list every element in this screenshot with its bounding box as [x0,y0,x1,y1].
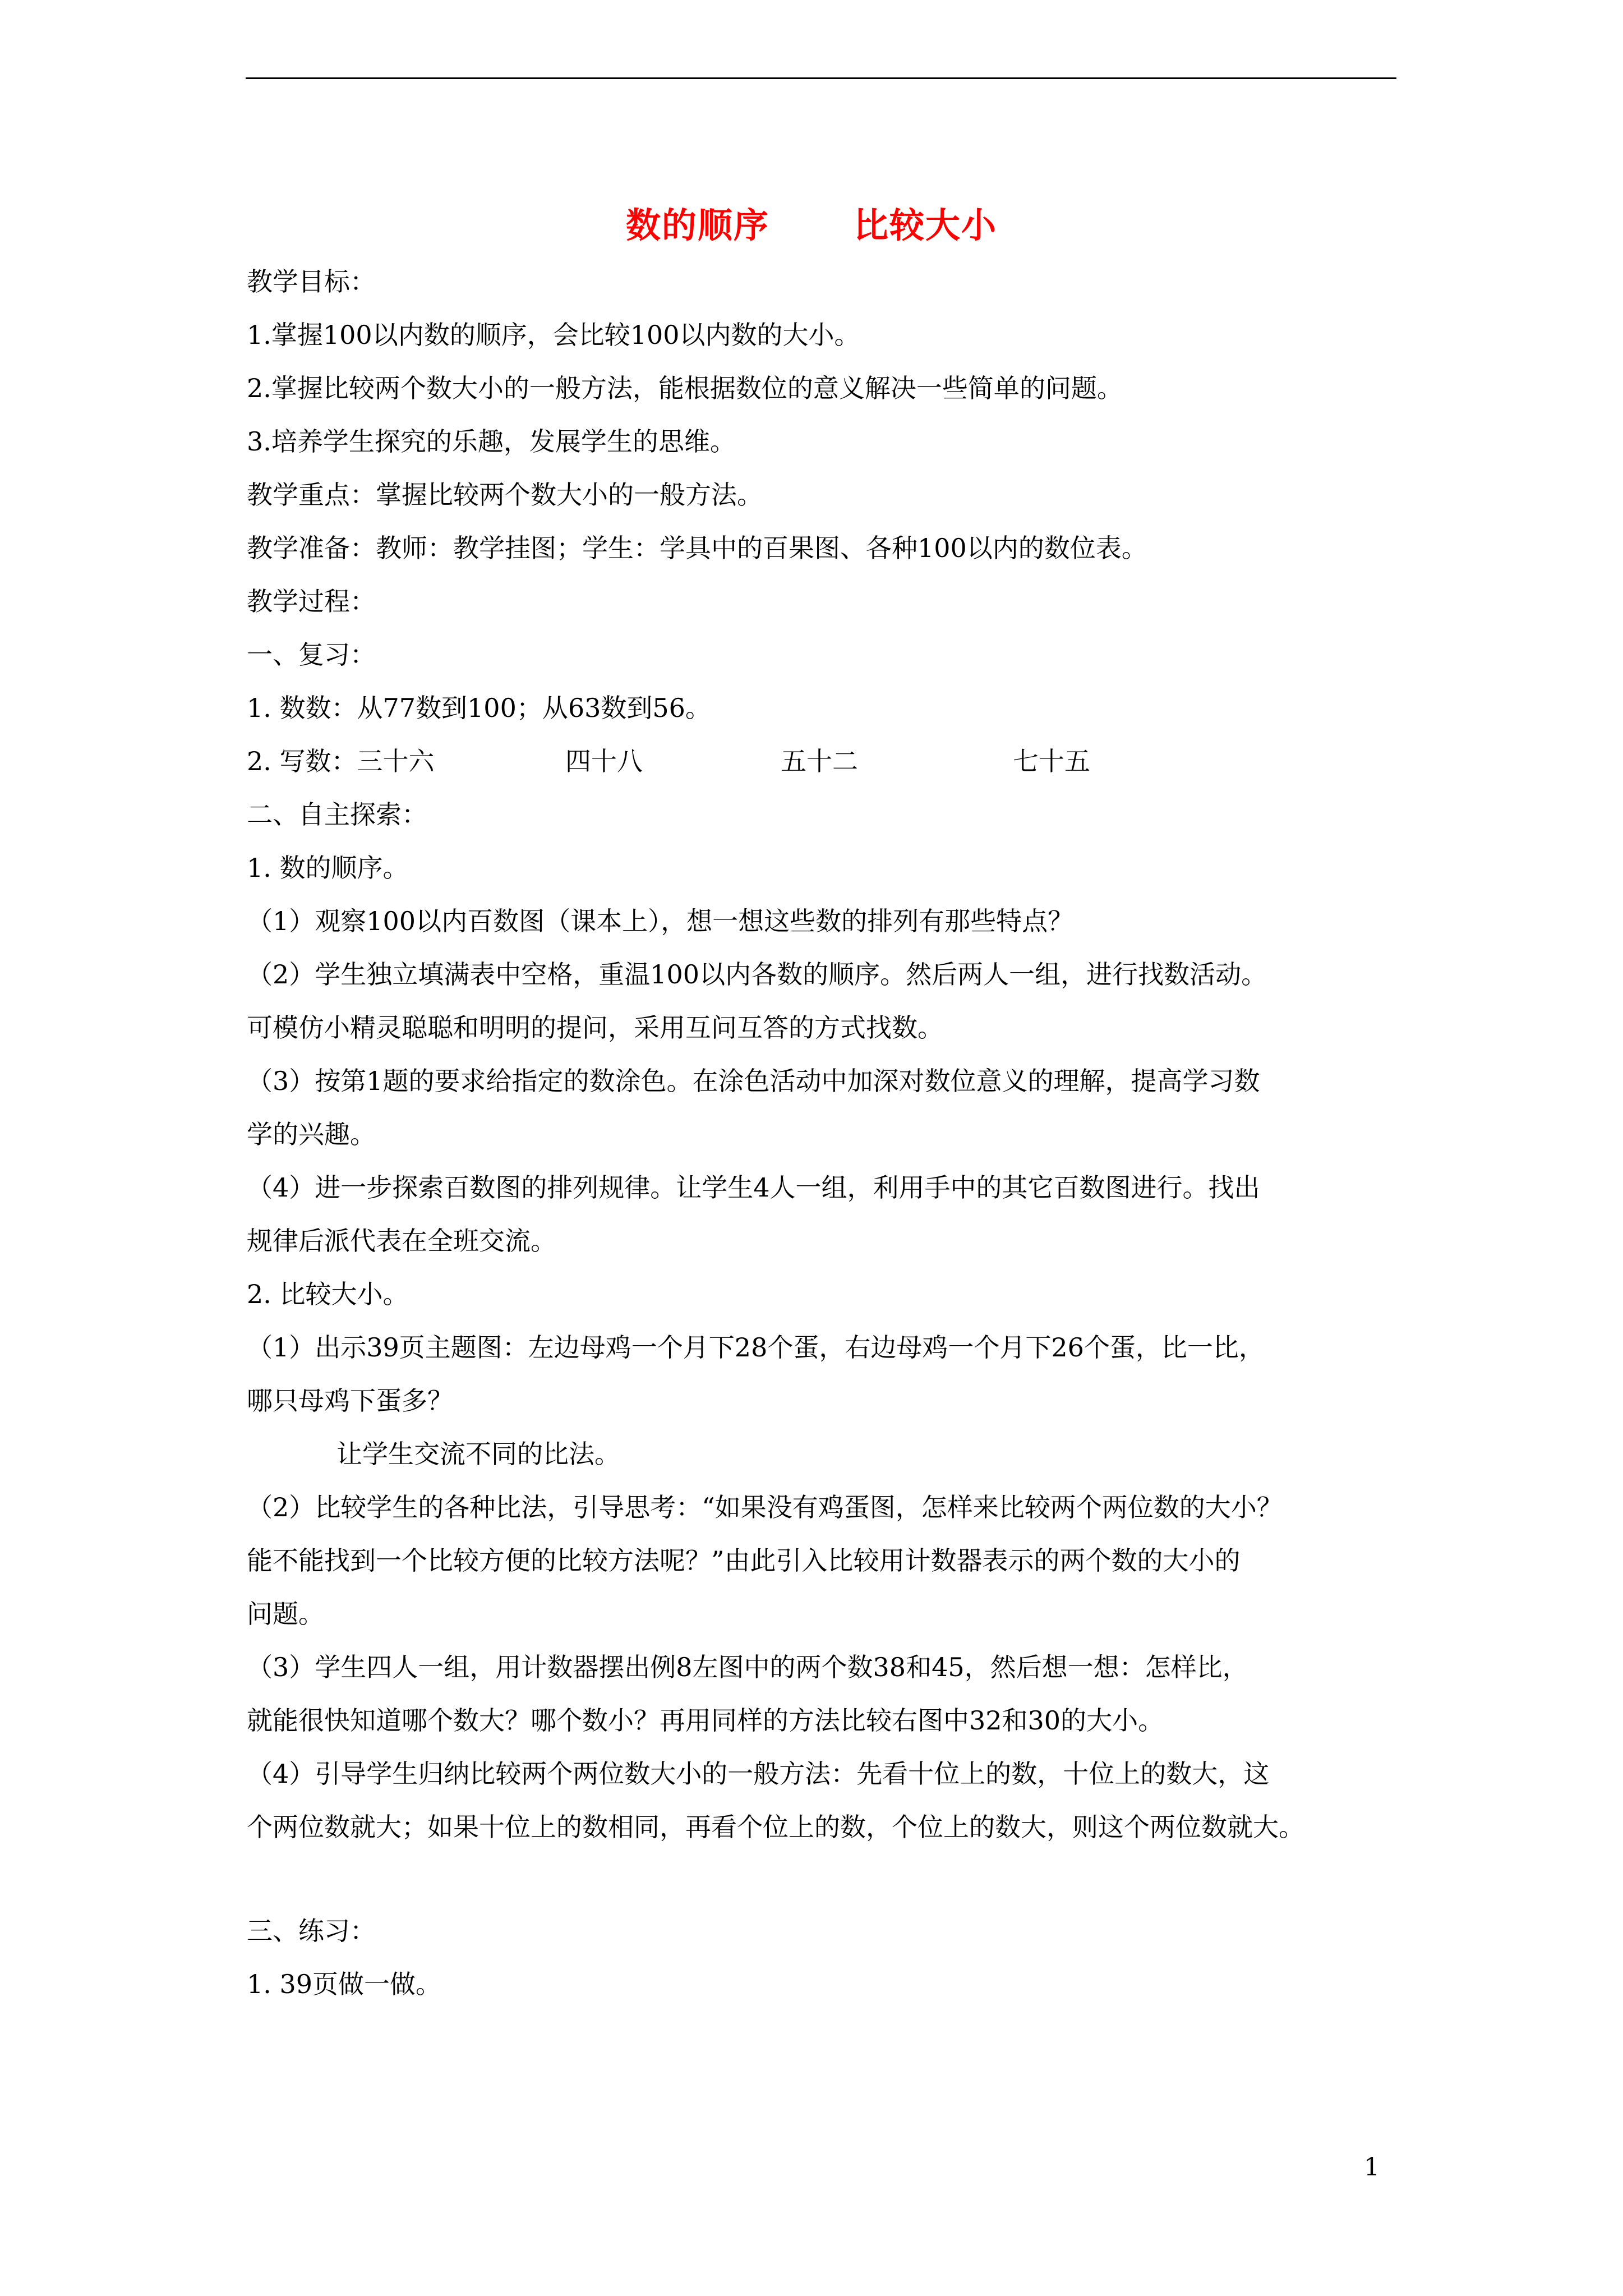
explore-sub2-heading: 2. 比较大小。 [247,1279,409,1309]
paragraph-line: （1）出示39页主题图：左边母鸡一个月下28个蛋，右边母鸡一个月下26个蛋，比一比， [247,1332,1265,1363]
header-rule [246,77,1396,79]
objective-item-3: 3.培养学生探究的乐趣，发展学生的思维。 [247,426,736,457]
write-word: 七十五 [1013,746,1090,776]
paragraph-line: 可模仿小精灵聪聪和明明的提问，采用互问互答的方式找数。 [247,1013,943,1043]
practice-heading: 三、练习： [247,1916,376,1946]
objectives-heading: 教学目标： [247,266,376,297]
explore-heading: 二、自主探索： [247,799,427,830]
paragraph-line: 让学生交流不同的比法。 [336,1439,620,1469]
review-item-2-label: 2. 写数：三十六 [247,746,435,776]
paragraph-line: （3）按第1题的要求给指定的数涂色。在涂色活动中加深对数位意义的理解，提高学习数 [247,1066,1260,1096]
review-heading: 一、复习： [247,639,376,670]
review-item-1: 1. 数数：从77数到100；从63数到56。 [247,693,711,723]
explore-sub1-heading: 1. 数的顺序。 [247,853,409,883]
paragraph-line: （1）观察100以内百数图（课本上），想一想这些数的排列有那些特点？ [247,906,1074,936]
paragraph-line: （2）学生独立填满表中空格，重温100以内各数的顺序。然后两人一组，进行找数活动。 [247,959,1267,990]
page-title [0,197,1623,247]
paragraph-line: （3）学生四人一组，用计数器摆出例8左图中的两个数38和45，然后想一想：怎样比， [247,1652,1248,1682]
title-part-1: 数的顺序 [625,205,769,246]
objective-item-2: 2.掌握比较两个数大小的一般方法，能根据数位的意义解决一些简单的问题。 [247,373,1123,403]
practice-item-1: 1. 39页做一做。 [247,1969,442,1999]
paragraph-line: （2）比较学生的各种比法，引导思考：“如果没有鸡蛋图，怎样来比较两个两位数的大小？ [247,1492,1283,1522]
paragraph-line: 哪只母鸡下蛋多？ [247,1386,453,1416]
paragraph-line: 规律后派代表在全班交流。 [247,1226,556,1256]
paragraph-line: 个两位数就大；如果十位上的数相同，再看个位上的数，个位上的数大，则这个两位数就大。 [247,1812,1304,1842]
write-word: 五十二 [781,746,858,776]
paragraph-line: 能不能找到一个比较方便的比较方法呢？”由此引入比较用计数器表示的两个数的大小的 [247,1545,1241,1576]
page-number: 1 [1364,2153,1380,2182]
paragraph-line: 问题。 [247,1599,324,1629]
paragraph-line: （4）进一步探索百数图的排列规律。让学生4人一组，利用手中的其它百数图进行。找出 [247,1172,1260,1203]
objective-item-1: 1.掌握100以内数的顺序，会比较100以内数的大小。 [247,320,860,350]
paragraph-line: 学的兴趣。 [247,1119,376,1149]
key-point: 教学重点：掌握比较两个数大小的一般方法。 [247,480,763,510]
paragraph-line: （4）引导学生归纳比较两个两位数大小的一般方法：先看十位上的数，十位上的数大，这 [247,1759,1270,1789]
preparation: 教学准备：教师：教学挂图；学生：学具中的百果图、各种100以内的数位表。 [247,533,1147,563]
write-word: 四十八 [565,746,643,776]
title-part-2: 比较大小 [854,205,998,246]
paragraph-line: 就能很快知道哪个数大？哪个数小？再用同样的方法比较右图中32和30的大小。 [247,1705,1164,1736]
process-heading: 教学过程： [247,586,376,616]
